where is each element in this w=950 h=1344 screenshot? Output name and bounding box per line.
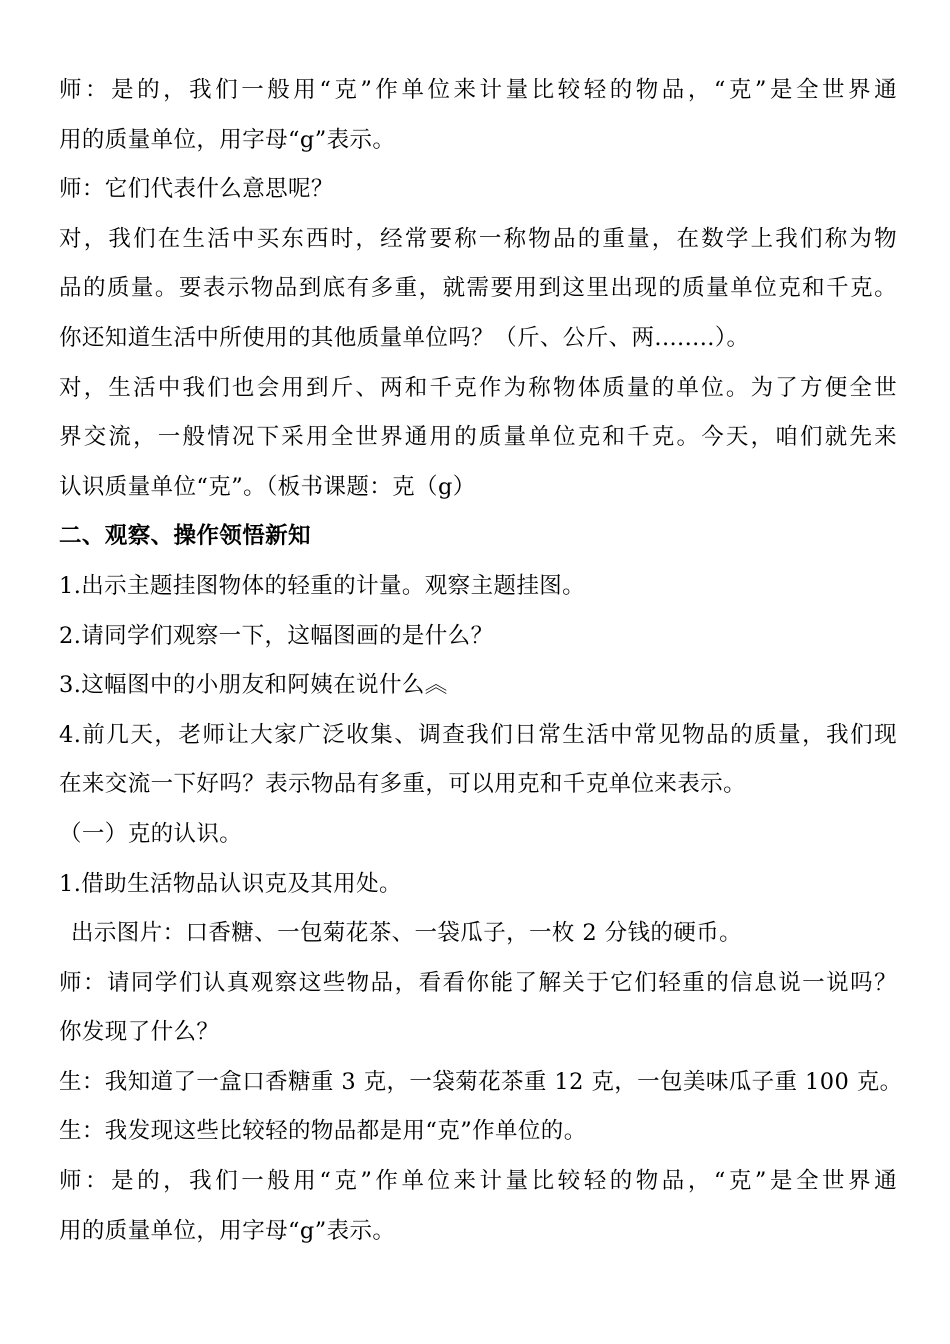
paragraph-line: 对，生活中我们也会用到斤、两和千克作为称物体质量的单位。为了方便全世 [59,374,897,401]
paragraph-line: 用的质量单位，用字母“g”表示。 [59,1217,396,1244]
list-item: 4.前几天，老师让大家广泛收集、调查我们日常生活中常见物品的质量，我们现 [59,721,897,748]
subsection-heading: （一）克的认识。 [59,820,243,847]
paragraph-line: 师：是的，我们一般用“克”作单位来计量比较轻的物品，“克”是全世界通 [59,77,897,103]
paragraph-line: 用的质量单位，用字母“g”表示。 [59,126,396,153]
list-item: 3.这幅图中的小朋友和阿姨在说什么︽ [59,672,448,699]
list-item: 1.出示主题挂图物体的轻重的计量。观察主题挂图。 [59,572,586,599]
paragraph-line: 师：是的，我们一般用“克”作单位来计量比较轻的物品，“克”是全世界通 [59,1168,897,1195]
list-item: 1.借助生活物品认识克及其用处。 [59,870,402,897]
paragraph-line: 品的质量。要表示物品到底有多重，就需要用到这里出现的质量单位克和千克。 [59,275,897,302]
paragraph-line: 在来交流一下好吗？表示物品有多重，可以用克和千克单位来表示。 [59,771,747,798]
paragraph-line: 出示图片：口香糖、一包菊花茶、一袋瓜子，一枚 2 分钱的硬币。 [71,920,743,947]
paragraph-line: 生：我发现这些比较轻的物品都是用“克”作单位的。 [59,1118,587,1145]
paragraph-line: 对，我们在生活中买东西时，经常要称一称物品的重量，在数学上我们称为物 [59,225,897,252]
paragraph-line: 师：它们代表什么意思呢？ [59,176,334,203]
list-item: 2.请同学们观察一下，这幅图画的是什么？ [59,622,494,649]
paragraph-line: 生：我知道了一盒口香糖重 3 克，一袋菊花茶重 12 克，一包美味瓜子重 100 克。 [59,1068,903,1095]
paragraph-line: 认识质量单位“克”。（板书课题：克（g） [59,473,476,500]
document-page [59,66,903,1256]
section-heading: 二、观察、操作领悟新知 [59,523,311,550]
paragraph-line: 你发现了什么？ [59,1019,220,1046]
paragraph-line: 师：请同学们认真观察这些物品，看看你能了解关于它们轻重的信息说一说吗？ [59,969,897,996]
paragraph-line: 界交流，一般情况下采用全世界通用的质量单位克和千克。今天，咱们就先来 [59,424,897,451]
paragraph-line: 你还知道生活中所使用的其他质量单位吗？（斤、公斤、两........）。 [59,324,750,351]
